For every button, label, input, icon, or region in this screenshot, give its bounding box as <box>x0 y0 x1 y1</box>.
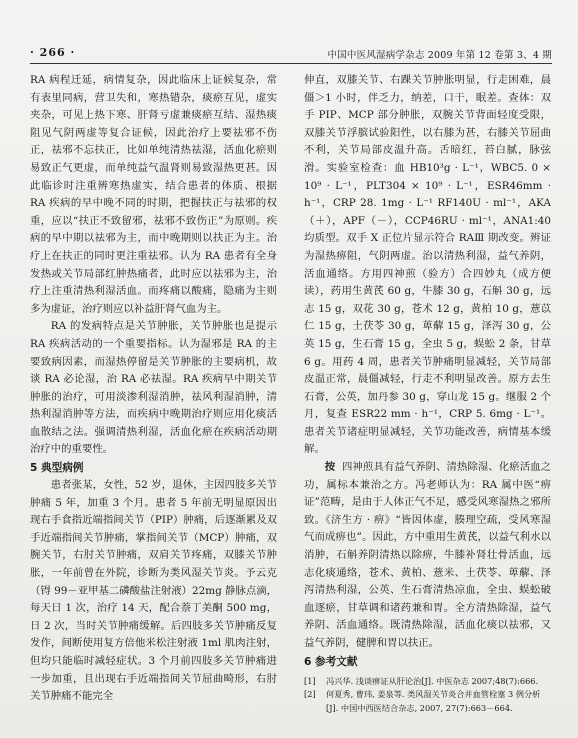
note-text: 四神煎具有益气养阴、清热除湿、化瘀活血之功，属标本兼治之方。冯老师认为：RA 属中医“痹证”范畴，是由于人体正气不足，感受风寒湿热之邪所致。《济生方 · 痹》“皆因体虚，腠理空疏，受风寒湿气而成痹也”。因此，方中重用生黄芪，以益气利水以消肿，石斛养阴清热以除痹，牛膝补肾壮骨活血，远志化痰通络，苍术、黄柏、薏米、土茯苓、萆薢、泽泻清热利湿，公英、生石膏清热凉血，全虫、蜈蚣破血逐瘀，甘草调和诸药兼和胃。全方清热除湿，益气养阴、活血通络。既清热除湿，活血化痰以祛邪，又益气养阴，健脾和胃以扶正。 <box>304 461 551 649</box>
reference-number <box>304 702 326 716</box>
references-heading: 6 参考文献 <box>304 655 358 668</box>
note-label: 按 <box>324 461 336 474</box>
reference-text: [J]. 中国中西医结合杂志, 2007, 27(7):663－664. <box>326 702 513 713</box>
case-continuation: 伸直，双膝关节、右踝关节肿胀明显，行走困难，晨僵＞1 小时，伴乏力，纳差，口干，眠差。查体：双手 PIP、MCP 部分肿胀，双腕关节背面轻度受限，双膝关节浮膑试验阳性，以右膝为甚，右膝关节屈曲不利，关节局部皮温升高。舌暗红，苔白腻，脉弦滑。实验室检查：血 HB10³g · L⁻¹，WBC5. 0 × 10⁹ · L⁻¹，PLT304 × 10⁹ · L⁻¹，ESR46mm · h⁻¹，CRP 28. 1mg · L⁻¹ RF140U · ml⁻¹，AKA（＋），APF（－），CCP46RU · ml⁻¹，ANA1:40 均质型。双手 X 正位片显示符合 RAⅢ 期改变。辨证为湿热痹阻，气阴两虚。治以清热利湿，益气养阴，活血通络。方用四神煎（验方）合四妙丸（成方便读），药用生黄芪 60 g，牛膝 30 g，石斛 30 g，远志 15 g，双花 30 g，苍术 12 g，黄柏 10 g，薏苡仁 15 g，土茯苓 30 g，萆薢 15 g，泽泻 30 g，公英 15 g，生石膏 15 g，全虫 5 g，蜈蚣 2 条，甘草 6 g。用药 4 周，患者关节肿痛明显减轻，关节局部皮温正常，晨僵减轻，行走不利明显改善。原方去生石膏，公英，加丹参 30 g，穿山龙 15 g。继服 2 个月，复查 ESR22 mm · h⁻¹，CRP 5. 6mg · L⁻¹。患者关节诸症明显减轻，关节功能改善，病情基本缓解。 <box>304 74 551 456</box>
paragraph: RA 病程迁延，病情复杂，因此临床上证候复杂，常有表里同病，营卫失和，寒热错杂，痰瘀互见，虚实夹杂，可见上热下寒、肝肾亏虚兼痰瘀互结、湿热痰阻见气阴两虚等复合证候，因此治疗上要祛邪不伤正，祛邪不忘扶正，比如单纯清热祛湿，活血化瘀则易致正气更虚，而单纯益气温肾则易致湿热更甚。因此临诊时注重辨寒热虚实，结合患者的体质、根据 RA 疾病的早中晚不同的时期，把握扶正与祛邪的权重，应以“扶正不致留邪，祛邪不致伤正”为原则。疾病的早中期以祛邪为主，而中晚期则以扶正为主。治疗上在扶正的同时更注重祛邪。认为 RA 患者有全身发热或关节局部红肿热痛者，此时应以祛邪为主，治疗上注重清热利湿活血。而疼痛以酸痛，隐痛为主则多为虚证，治疗则应以补益肝肾气血为主。 <box>30 74 277 315</box>
page-header <box>30 44 552 62</box>
reference-list <box>304 675 551 716</box>
case-paragraph: 患者张某，女性，52 岁，退休，主因四肢多关节肿痛 5 年，加重 3 个月。患者 5 年前无明显原因出现右手食指近端指间关节（PIP）肿痛，后逐渐累及双手近端指间关节肿痛，掌指间关节（MCP）肿痛，双腕关节，右肘关节肿痛，双肩关节疼痛，双膝关节肿胀，一年前曾在外院，诊断为类风湿关节炎。予云克（锝 99－亚甲基二磷酸盐注射液）22mg 静脉点滴，每天日 1 次，治疗 14 天，配合萘丁美酮 500 mg，日 2 次，当时关节肿痛缓解。后四肢多关节肿痛反复发作，间断使用复方倍他米松注射液 1ml 肌肉注射，但均只能临时减轻症状。3 个月前四肢多关节肿痛进一步加重，且出现右手近端指间关节屈曲畸形，右肘关节肿痛不能完全 <box>30 479 277 703</box>
journal-title: 中国中医风湿病学杂志 2009 年第 12 卷第 3、4 期 <box>327 50 552 61</box>
reference-item-continuation <box>304 702 551 716</box>
reference-number: [2] <box>304 689 316 700</box>
reference-item <box>304 688 551 702</box>
page-number: · 266 · <box>30 46 76 59</box>
reference-number: [1] <box>304 675 316 686</box>
left-column <box>30 72 277 706</box>
right-column <box>304 72 551 715</box>
reference-text: 冯兴华. 浅谈痹证从肝论治[J]. 中医杂志 2007;48(7):666. <box>326 675 539 686</box>
paragraph: RA 的发病特点是关节肿胀，关节肿胀也是提示RA 疾病活动的一个重要指标。认为湿邪是 RA 的主要致病因素，而湿热停留是关节肿胀的主要病机，故谈 RA 必论湿，治 RA 必祛湿。RA 疾病早中期关节肿胀的治疗，可用淡渗利湿消肿，祛风利湿消肿，清热利湿消肿等方法，而疾病中晚期治疗则应用化痰活血散结之法。强调清热利湿，活血化瘀在疾病活动期治疗中的重要性。 <box>30 320 277 456</box>
reference-item <box>304 675 551 689</box>
section-heading: 5 典型病例 <box>30 462 84 475</box>
commentary-paragraph <box>304 459 551 653</box>
reference-text: 何夏秀, 曹玮, 姜泉等. 类风湿关节炎合并血管栓塞 3 例分析 <box>326 689 541 700</box>
header-rule <box>30 63 552 64</box>
